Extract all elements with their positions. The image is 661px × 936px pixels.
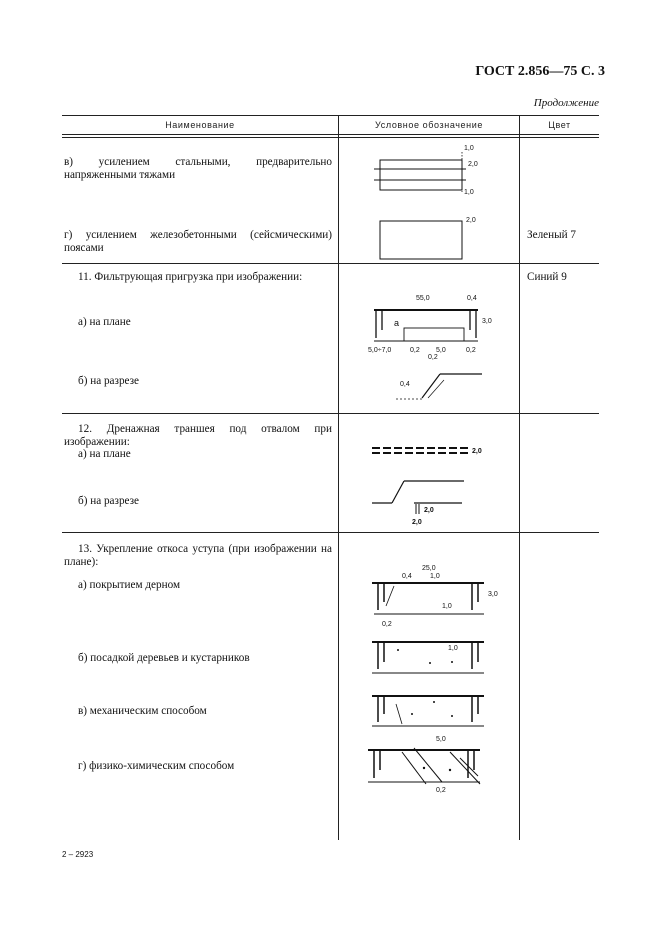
- column-divider: [519, 115, 520, 840]
- symbol-12a: [372, 443, 492, 459]
- symbol-13a: [368, 562, 498, 632]
- footer-code: 2 – 2923: [62, 850, 94, 859]
- row-12-title: 12. Дренажная траншея под отвалом при изображении:: [64, 423, 332, 448]
- symbol-11a: [366, 290, 501, 360]
- column-header-symbol: Условное обозначение: [375, 120, 483, 130]
- dim-label: 2,0: [466, 217, 476, 224]
- symbol-13b: [368, 636, 498, 676]
- dim-label: 0,4: [400, 381, 410, 388]
- row-10v-name: в) усилением стальными, предварительно напряженными тяжами: [64, 156, 332, 181]
- symbol-13v: [368, 690, 498, 730]
- page-title: ГОСТ 2.856—75 С. 3: [475, 64, 605, 79]
- dim-label: 55,0: [416, 295, 430, 302]
- dim-label: 0,2: [436, 787, 446, 794]
- dim-label: 5,0÷7,0: [368, 347, 392, 354]
- dim-label: 3,0: [482, 318, 492, 325]
- dim-label: 0,2: [428, 354, 438, 361]
- symbol-11b: [392, 368, 512, 408]
- dim-label: 1,0: [464, 145, 474, 152]
- symbol-10v: [378, 142, 488, 197]
- row-11-color: Синий 9: [527, 271, 567, 283]
- row-11-title: 11. Фильтрующая пригрузка при изображении:: [78, 271, 303, 283]
- row-13b-name: б) посадкой деревьев и кустарников: [78, 652, 250, 664]
- symbol-12b: [372, 476, 492, 528]
- row-13-title: 13. Укрепление откоса уступа (при изображении на плане):: [64, 543, 332, 568]
- dim-label: 0,4: [467, 295, 477, 302]
- symbol-10g: [378, 212, 488, 262]
- column-divider: [338, 115, 339, 840]
- row-11a-name: а) на плане: [78, 316, 131, 328]
- dim-label: 5,0: [436, 736, 446, 743]
- dim-label: 1,0: [448, 645, 458, 652]
- dim-label: 0,4: [402, 573, 412, 580]
- continuation-label: Продолжение: [533, 97, 599, 109]
- dim-label: 25,0: [422, 565, 436, 572]
- dim-label: 0,2: [466, 347, 476, 354]
- row-10g-name: г) усилением железобетонными (сейсмическими) поясами: [64, 229, 332, 254]
- row-12a-name: а) на плане: [78, 448, 131, 460]
- row-13a-name: а) покрытием дерном: [78, 579, 181, 591]
- column-header-name: Наименование: [165, 120, 235, 130]
- dim-label: 2,0: [472, 448, 482, 455]
- zone-letter: а: [394, 318, 400, 328]
- column-header-color: Цвет: [548, 120, 571, 130]
- dim-label: 2,0: [412, 519, 422, 526]
- dim-label: 1,0: [430, 573, 440, 580]
- dim-label: 0,2: [382, 621, 392, 628]
- row-11b-name: б) на разрезе: [78, 375, 140, 387]
- row-10g-color: Зеленый 7: [527, 229, 576, 241]
- symbol-13g: [364, 732, 499, 794]
- dim-label: 3,0: [488, 591, 498, 598]
- row-13g-name: г) физико-химическим способом: [78, 760, 235, 772]
- row-12b-name: б) на разрезе: [78, 495, 140, 507]
- dim-label: 5,0: [436, 347, 446, 354]
- dim-label: 2,0: [468, 161, 478, 168]
- dim-label: 0,2: [410, 347, 420, 354]
- dim-label: 1,0: [442, 603, 452, 610]
- dim-label: 2,0: [424, 507, 434, 514]
- dim-label: 1,0: [464, 189, 474, 196]
- row-13v-name: в) механическим способом: [78, 705, 207, 717]
